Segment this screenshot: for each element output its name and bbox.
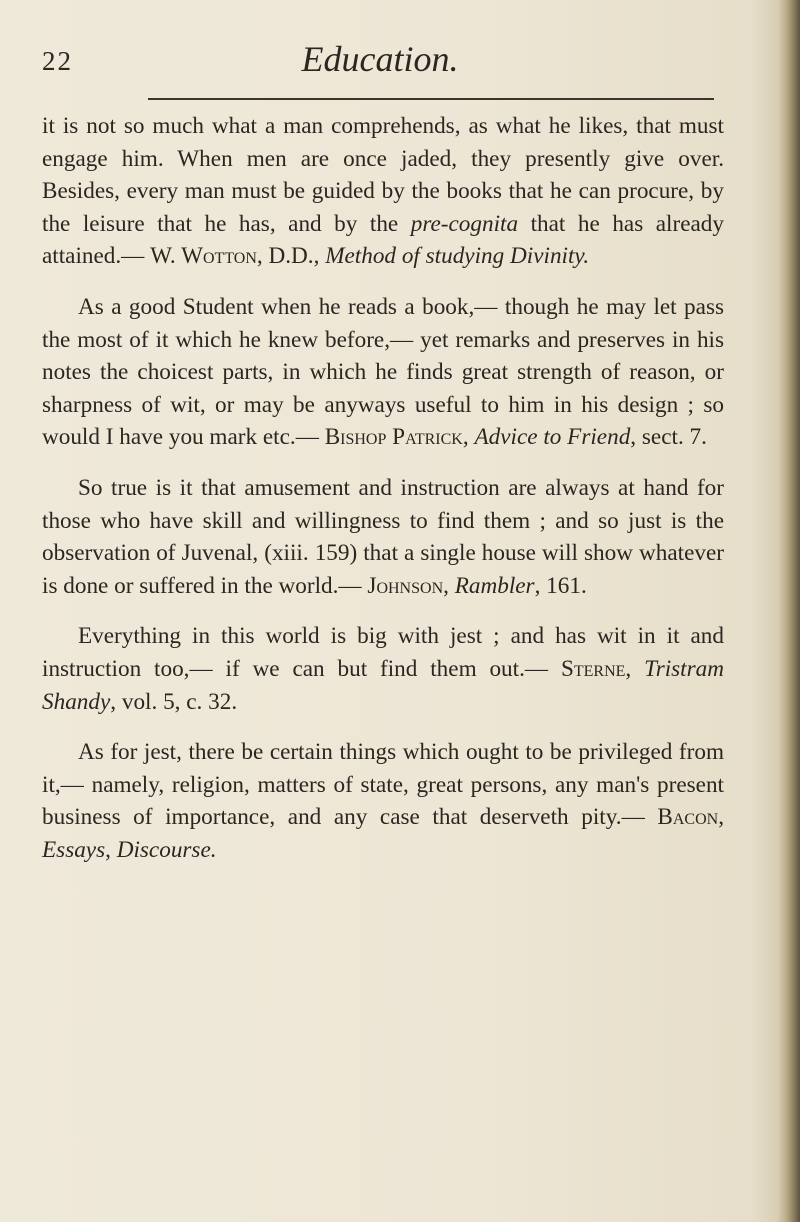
work-title: Essays — [42, 836, 106, 863]
paragraph-text: Everything in this world is big with jest ; and has wit in it and instruction too,— if we can but find them out.— — [42, 623, 724, 682]
work-title: Advice to Friend — [474, 424, 631, 451]
paragraph-text: that he has already attained.— — [42, 210, 724, 270]
page-number: 22 — [42, 46, 73, 76]
author-name: Bishop Patrick, — [324, 424, 469, 451]
italic-term: pre-cognita — [410, 210, 519, 237]
author-name: W. Wotton, D.D. — [150, 243, 314, 270]
paragraph-patrick — [42, 291, 724, 454]
paragraph-text: As for jest, there be certain things which ought to be privileged from it,— namely, religion, matters of state, great persons, any man's present business of importance, and any case that deserveth pity.— — [42, 739, 724, 831]
paragraph-johnson — [42, 472, 724, 602]
author-name: Sterne, — [560, 655, 632, 682]
header-rule — [148, 98, 714, 100]
work-title: Method of studying Divinity. — [325, 243, 590, 270]
page-header — [42, 36, 718, 86]
running-title: Education. — [301, 39, 459, 79]
paragraph-bacon — [42, 736, 724, 866]
paragraph-wotton — [42, 110, 724, 273]
work-title: Rambler — [454, 572, 535, 599]
citation-tail: , vol. 5, c. 32. — [110, 688, 238, 715]
paragraph-text: So true is it that amusement and instruction are always at hand for those who have skill and willingness to find them ; and so just is the observation of Juvenal, (xiii. 159) that a single house will show whatever is done or suffered in the world.— — [42, 474, 724, 599]
work-title: Tristram Shandy — [42, 655, 724, 715]
paragraph-sterne — [42, 620, 724, 718]
separator: , — [105, 836, 117, 863]
separator — [631, 656, 644, 682]
paragraph-text: As a good Student when he reads a book,— though he may let pass the most of it which he knew before,— yet remarks and preserves in his notes the choicest parts, in which he finds great strength of reason, or sharpness of wit, or may be anyways useful to him in his design ; so would I have you mark etc.— — [42, 293, 724, 451]
citation-tail: , sect. 7. — [630, 424, 707, 451]
book-spine-shadow — [778, 0, 800, 1222]
separator: , — [313, 243, 326, 270]
author-name: Bacon, — [657, 804, 724, 831]
citation-tail: , 161. — [534, 572, 587, 599]
page-body — [42, 110, 724, 884]
work-title: Discourse. — [116, 836, 217, 863]
author-name: Johnson, — [367, 572, 449, 599]
paragraph-text: it is not so much what a man comprehends, as what he likes, that must engage him. When men are once jaded, they presently give over. Besides, every man must be guided by the books that he can procure, by the leisure that he has, and by the — [42, 113, 724, 237]
